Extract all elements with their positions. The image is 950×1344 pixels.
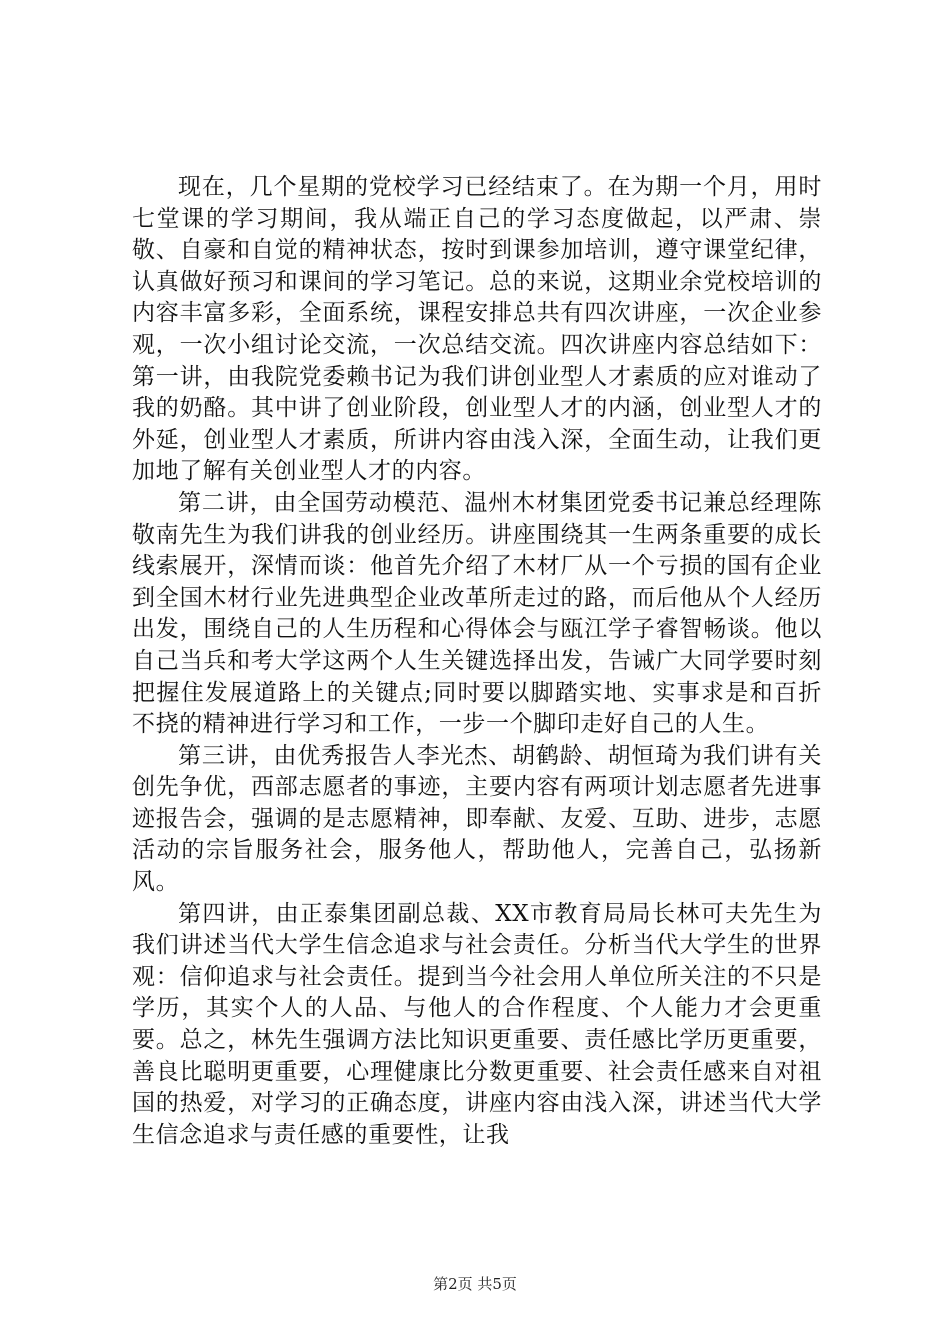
page-number-footer: 第2页 共5页 — [433, 1275, 517, 1293]
paragraph-3: 第三讲，由优秀报告人李光杰、胡鹤龄、胡恒琦为我们讲有关创先争优，西部志愿者的事迹，主要内容有两项计划志愿者先进事迹报告会，强调的是志愿精神，即奉献、友爱、互助、进步，志愿活动的宗旨服务社会，服务他人，帮助他人，完善自己，弘扬新风。 — [132, 742, 822, 896]
paragraph-4: 第四讲，由正泰集团副总裁、XX市教育局局长林可夫先生为我们讲述当代大学生信念追求与社会责任。分析当代大学生的世界观：信仰追求与社会责任。提到当今社会用人单位所关注的不只是学历，其实个人的人品、与他人的合作程度、个人能力才会更重要。总之，林先生强调方法比知识更重要、责任感比学历更重要，善良比聪明更重要，心理健康比分数更重要、社会责任感来自对祖国的热爱，对学习的正确态度，讲座内容由浅入深，讲述当代大学生信念追求与责任感的重要性，让我 — [132, 900, 822, 1148]
document-body — [132, 172, 822, 1151]
paragraph-1: 现在，几个星期的党校学习已经结束了。在为期一个月，用时七堂课的学习期间，我从端正自己的学习态度做起，以严肃、崇敬、自豪和自觉的精神状态，按时到课参加培训，遵守课堂纪律，认真做好预习和课间的学习笔记。总的来说，这期业余党校培训的内容丰富多彩，全面系统，课程安排总共有四次讲座，一次企业参观，一次小组讨论交流，一次总结交流。四次讲座内容总结如下：第一讲，由我院党委赖书记为我们讲创业型人才素质的应对谁动了我的奶酪。其中讲了创业阶段，创业型人才的内涵，创业型人才的外延，创业型人才素质，所讲内容由浅入深，全面生动，让我们更加地了解有关创业型人才的内容。 — [132, 174, 822, 485]
paragraph-2: 第二讲，由全国劳动模范、温州木材集团党委书记兼总经理陈敬南先生为我们讲我的创业经历。讲座围绕其一生两条重要的成长线索展开，深情而谈：他首先介绍了木材厂从一个亏损的国有企业到全国木材行业先进典型企业改革所走过的路，而后他从个人经历出发，围绕自己的人生历程和心得体会与瓯江学子睿智畅谈。他以自己当兵和考大学这两个人生关键选择出发，告诫广大同学要时刻把握住发展道路上的关键点;同时要以脚踏实地、实事求是和百折不挠的精神进行学习和工作，一步一个脚印走好自己的人生。 — [132, 489, 822, 738]
